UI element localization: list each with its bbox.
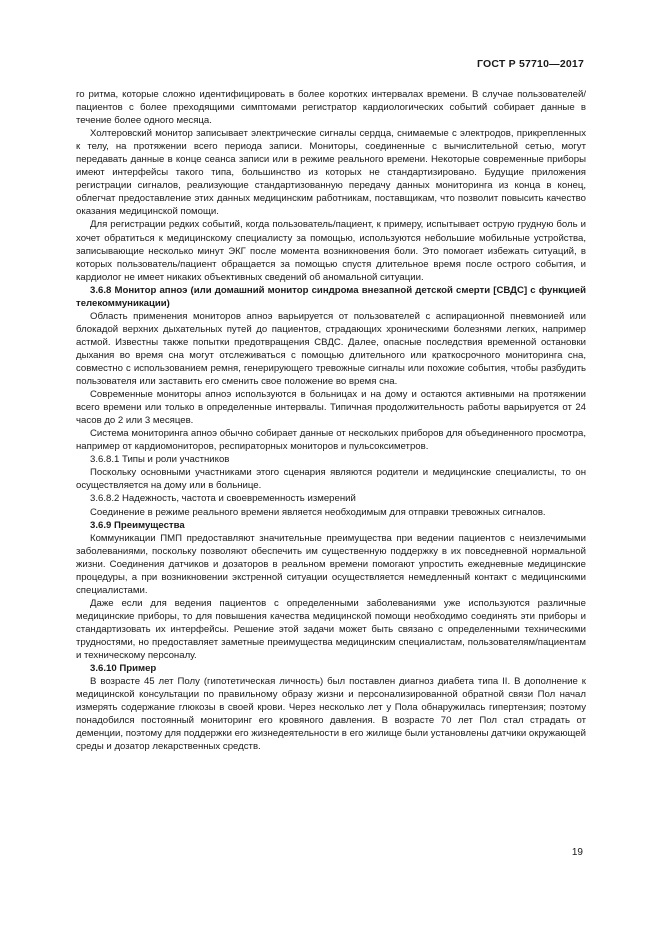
section-heading: 3.6.10 Пример: [90, 663, 157, 675]
section-heading: 3.6.8 Монитор апноэ (или домашний монитор синдрома внезапной детской смерти [СВДС] с функцией телекоммуникации): [76, 284, 586, 309]
paragraph: Для регистрации редких событий, когда пользователь/пациент, к примеру, испытывает острую грудную боль и хочет обратиться к медицинскому специалисту за помощью, используются небольшие мобильные устройства, записывающие несколько минут ЭКГ после момента возникновения боли. Это помогает избежать ситуаций, в которых пользователь/пациент обращается за помощью спустя длительное время после острого события, и кардиолог не имеет никаких объективных сведений об аномальной ситуации.: [76, 219, 586, 283]
paragraph: В возрасте 45 лет Полу (гипотетическая личность) был поставлен диагноз диабета типа II. В дополнение к медицинской консультации по правильному образу жизни и персонализированной обратной связи Пол начал измерять содержание глюкозы в своей крови. Через несколько лет у Пола обнаружилась гипертензия; поэтому понадобился постоянный мониторинг его кровяного давления. В возрасте 70 лет Пол стал страдать от деменции, поэтому для поддержки его жизнедеятельности в его жилище были установлены датчики окружающей среды и дозатор лекарственных средств.: [76, 676, 586, 753]
section-heading: 3.6.9 Преимущества: [90, 519, 185, 531]
paragraph: Современные мониторы апноэ используются в больницах и на дому и остаются активными на протяжении всего времени или только в определенные интервалы. Типичная продолжительность работы варьируется от 24 часов до 2 или 3 месяцев.: [76, 389, 586, 427]
subsection-heading: 3.6.8.1 Типы и роли участников: [90, 454, 230, 466]
page-number: 19: [571, 847, 583, 858]
document-body: [76, 88, 586, 753]
paragraph: Холтеровский монитор записывает электрические сигналы сердца, снимаемые с электродов, прикрепленных к телу, на протяжении всего периода записи. Мониторы, соединенные с вычислительной сетью, могут передавать данные в конце сеанса записи или в режиме реального времени. Некоторые современные приборы имеют интерфейсы такого типа, большинство из которых не стандартизировано. Будущие приложения регистрации сигналов, реализующие стандартизованную передачу данных мониторинга из конца в конец, облегчат предоставление этих данных медицинским работникам, поставщикам, что позволит повысить качество оказания медицинской помощи.: [76, 128, 586, 218]
paragraph: Поскольку основными участниками этого сценария являются родители и медицинские специалисты, то он осуществляется на дому или в больнице.: [76, 467, 586, 492]
subsection-heading: 3.6.8.2 Надежность, частота и своевременность измерений: [90, 493, 356, 505]
paragraph: Коммуникации ПМП предоставляют значительные преимущества при ведении пациентов с неизлечимыми заболеваниями, поскольку позволяют обеспечить им существенную поддержку в их повседневной нормальной жизни. Соединения датчиков и дозаторов в реальном времени помогают упростить ежедневные медицинские процедуры, а при возникновении экстренной ситуации осуществляется немедленный контакт с медицинскими специалистами.: [76, 532, 586, 596]
paragraph: Даже если для ведения пациентов с определенными заболеваниями уже используются различные медицинские приборы, то для повышения качества медицинской помощи необходимо соединять эти приборы и стандартизовать их интерфейсы. Решение этой задачи может быть связано с определенными техническими трудностями, но предоставляет заметные преимущества медицинским специалистам, пользователям/пациентам и техническому персоналу.: [76, 597, 586, 662]
paragraph: Область применения мониторов апноэ варьируется от пользователей с аспирационной пневмонией или блокадой верхних дыхательных путей до пациентов, страдающих хроническими болезнями легких, например астмой. Известны также попытки предотвращения СВДС. Далее, опасные последствия временной остановки дыхания во время сна могут отслеживаться с помощью длительного или краткосрочного мониторинга сна, совместно с использованием ремня, генерирующего тревожные сигналы или похожие события, чтобы разбудить пользователя или заставить его сменить свое положение во время сна.: [76, 310, 586, 388]
standard-header: ГОСТ Р 57710—2017: [476, 58, 584, 70]
paragraph: го ритма, которые сложно идентифицировать в более коротких интервалах времени. В случае пользователей/пациентов с более преходящими симптомами регистратор кардиологических событий собирает данные в течение более одного месяца.: [76, 89, 586, 127]
paragraph: Система мониторинга апноэ обычно собирает данные от нескольких приборов для объединенного просмотра, например от кардиомониторов, респираторных мониторов и пульсоксиметров.: [76, 428, 586, 453]
paragraph: Соединение в режиме реального времени является необходимым для отправки тревожных сигналов.: [90, 506, 546, 518]
